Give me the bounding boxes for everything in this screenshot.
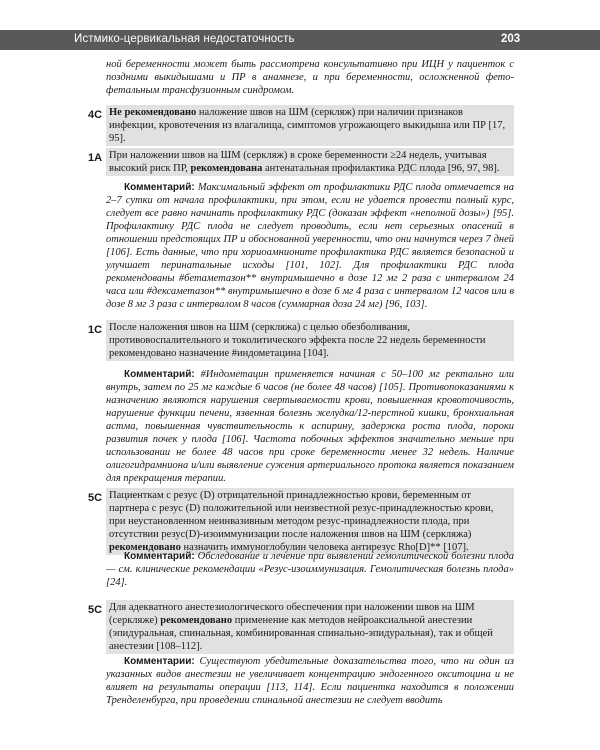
running-title: Истмико-цервикальная недостаточность [74,33,295,45]
comment: Комментарий: Обследование и лечение при выявлении гемолитической болезни плода — см. клинические рекомендации «Резус-изоиммунизация. Гемолитическая болезнь плода» [24]. [106,551,514,588]
comment: Комментарий: #Индометацин применяется начиная с 50–100 мг ректально или внутрь, затем по 25 мг каждые 6 часов (не более 48 часов) [105]. Противопоказаниями к назначению являются нарушения свертываемости крови, повышенная кровоточивость, нарушение функции печени, язвенная болезнь желудка/12-перстной кишки, бронхиальная астма, повышенная чувствительность к аспирину, задержка роста плода, пороки развития почек у плода [106]. Частота побочных эффектов значительно меньше при использовании не более 48 часов при сроке беременности менее 32 недель. Наличие олигогидрамниона и/или выявление сужения артериального протока является показанием для прекращения терапии. [106,369,514,484]
grade-label: 4C [88,109,103,121]
recommendation-text: При наложении швов на ШМ (серкляж) в сроке беременности ≥24 недель, учитывая высокий риск ПР, рекомендована антенатальная профилактика РДС плода [96, 97, 98]. [106,148,514,176]
comment: Комментарии: Существуют убедительные доказательства того, что ни один из указанных видов анестезии не увеличивает концентрацию эндогенного окситоцина и не влияет на результаты операции [113, 114]. Если пациентка находится в положении Тренделенбурга, при проведении спинальной анестезии не следует вводить [106,656,514,706]
grade-label: 1C [88,324,103,336]
recommendation-text: Пациенткам с резус (D) отрицательной принадлежностью крови, беременным от партнера с резус (D) положительной или неизвестной резус-принадлежностью крови, при неустановленном неинвазивным методом резус-принадлежности плода, при отсутствии резус(D)-изоиммунизации после наложения швов на ШМ (серкляжа) рекомендовано назначить иммуноглобулин человека антирезус Rho[D]** [107]. [106,488,514,555]
page-header [0,30,600,50]
recommendation-text: Для адекватного анестезиологического обеспечения при наложении швов на ШМ (серкляже) рекомендовано применение как методов нейроаксиальной анестезии (эпидуральная, спинальная, комбинированная спинально-эпидуральная), так и общей анестезии [108–112]. [106,600,514,654]
grade-label: 1A [88,152,103,164]
grade-label: 5C [88,492,103,504]
recommendation-text: После наложения швов на ШМ (серкляжа) с целью обезболивания, противовоспалительного и токолитического эффекта после 22 недель беременности рекомендовано назначение #индометацина [104]. [106,320,514,361]
recommendation-text: Не рекомендовано наложение швов на ШМ (серкляж) при наличии признаков инфекции, кровотечения из влагалища, симптомов угрожающего выкидыша или ПР [17, 95]. [106,105,514,146]
page-number: 203 [501,33,521,45]
intro-paragraph: ной беременности может быть рассмотрена консультативно при ИЦН у пациенток с поздними выкидышами и ПР в анамнезе, и при беременности, осложненной фето-фетальным трансфузионным синдромом. [106,59,514,96]
comment: Комментарий: Максимальный эффект от профилактики РДС плода отмечается на 2–7 сутки от начала профилактики, при этом, если не удается провести полный курс, следует все равно начинать профилактику РДС (доказан эффект «неполной дозы») [95]. Профилактику РДС плода не следует проводить, если нет серьезных опасений в отношении предстоящих ПР и обоснованной уверенности, что они начнутся через 7 дней [106]. Есть данные, что при хориоамнионите профилактика РДС является безопасной и улучшает перинатальные исходы [101, 102]. Для профилактики РДС плода рекомендованы #бетаметазон** внутримышечно в дозе 12 мг 2 раза с интервалом 24 часа или #дексаметазон** внутримышечно в дозе 6 мг 4 раза с интервалом 12 часов или в дозе 8 мг 3 раза с интервалом 8 часов (суммарная доза 24 мг) [96, 103]. [106,182,514,310]
grade-label: 5C [88,604,103,616]
